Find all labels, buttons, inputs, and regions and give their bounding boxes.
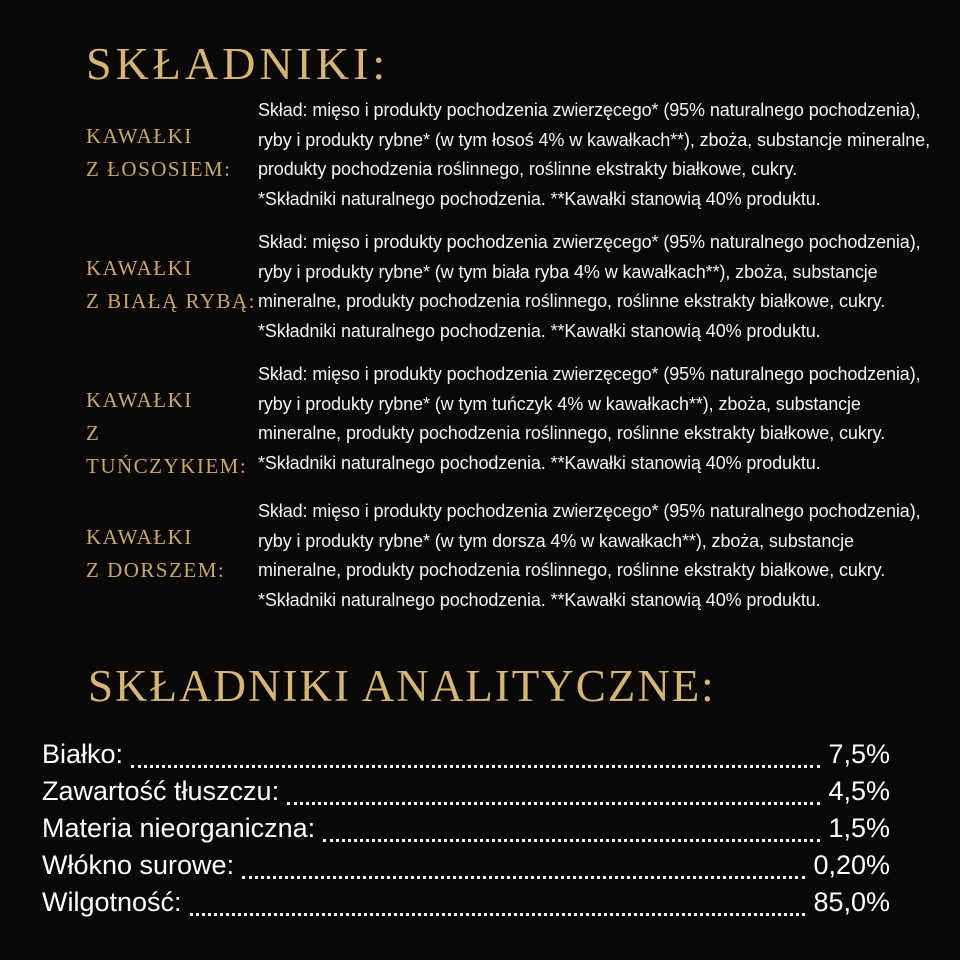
analytical-row-inorganic-matter [42, 813, 890, 850]
analytical-row-fat [42, 776, 890, 813]
ingredient-description [258, 96, 936, 214]
analytical-label: Włókno surowe: [42, 849, 235, 880]
section-tuna [0, 360, 960, 483]
ingredient-text: Skład: mięso i produkty pochodzenia zwierzęcego* (95% naturalnego pochodzenia), ryby i produkty rybne* (w tym dorsza 4% w kawałkach**), zboża, substancje mineralne, produkty pochodzenia roślinnego, roślinne ekstrakty białkowe, cukry. [258, 501, 921, 581]
ingredient-footnote: *Składniki naturalnego pochodzenia. **Kawałki stanowią 40% produktu. [258, 452, 821, 473]
ingredient-footnote: *Składniki naturalnego pochodzenia. **Kawałki stanowią 40% produktu. [258, 188, 821, 209]
variant-label-line2: Z TUŃCZYKIEM: [86, 421, 248, 479]
ingredient-description [258, 360, 936, 483]
dotted-leader [131, 765, 820, 768]
ingredient-description [258, 497, 936, 615]
analytical-title: SKŁADNIKI ANALITYCZNE: [88, 661, 716, 712]
variant-label-line1: KAWAŁKI [86, 124, 193, 149]
ingredient-text: Skład: mięso i produkty pochodzenia zwierzęcego* (95% naturalnego pochodzenia), ryby i produkty rybne* (w tym tuńczyk 4% w kawałkach**), zboża, substancje mineralne, produkty pochodzenia roślinnego, roślinne ekstrakty białkowe, cukry. [258, 364, 921, 444]
variant-label-line1: KAWAŁKI [86, 525, 193, 550]
dotted-leader [323, 839, 820, 842]
analytical-row-moisture [42, 887, 890, 924]
analytical-row-crude-fibre [42, 850, 890, 887]
section-white-fish [0, 228, 960, 346]
dotted-leader [242, 876, 805, 879]
dotted-leader [287, 802, 820, 805]
analytical-row-protein [42, 739, 890, 776]
section-salmon [0, 96, 960, 214]
variant-label-line2: Z DORSZEM: [86, 558, 226, 583]
variant-label-line2: Z BIAŁĄ RYBĄ: [86, 289, 257, 314]
analytical-value: 7,5% [828, 738, 890, 769]
page-title: SKŁADNIKI: [86, 38, 390, 89]
ingredient-description [258, 228, 936, 346]
analytical-label: Wilgotność: [42, 886, 182, 917]
analytical-label: Zawartość tłuszczu: [42, 775, 280, 806]
analytical-constituents-list [42, 739, 890, 924]
analytical-label: Białko: [42, 738, 124, 769]
analytical-value: 0,20% [813, 849, 890, 880]
variant-label-tuna [86, 360, 258, 483]
ingredient-footnote: *Składniki naturalnego pochodzenia. **Kawałki stanowią 40% produktu. [258, 320, 821, 341]
section-cod [0, 497, 960, 615]
analytical-value: 85,0% [813, 886, 890, 917]
analytical-value: 4,5% [828, 775, 890, 806]
ingredient-footnote: *Składniki naturalnego pochodzenia. **Kawałki stanowią 40% produktu. [258, 589, 821, 610]
variant-label-line2: Z ŁOSOSIEM: [86, 157, 232, 182]
variant-label-salmon [86, 96, 258, 214]
dotted-leader [190, 913, 806, 916]
analytical-value: 1,5% [828, 812, 890, 843]
variant-label-cod [86, 497, 258, 615]
ingredient-text: Skład: mięso i produkty pochodzenia zwierzęcego* (95% naturalnego pochodzenia), ryby i produkty rybne* (w tym biała ryba 4% w kawałkach**), zboża, substancje mineralne, produkty pochodzenia roślinnego, roślinne ekstrakty białkowe, cukry. [258, 232, 921, 312]
variant-label-line1: KAWAŁKI [86, 388, 193, 413]
variant-label-white-fish [86, 228, 258, 346]
variant-label-line1: KAWAŁKI [86, 256, 193, 281]
analytical-label: Materia nieorganiczna: [42, 812, 316, 843]
ingredients-sections [0, 96, 960, 615]
ingredient-text: Skład: mięso i produkty pochodzenia zwierzęcego* (95% naturalnego pochodzenia), ryby i produkty rybne* (w tym łosoś 4% w kawałkach**), zboża, substancje mineralne, produkty pochodzenia roślinnego, roślinne ekstrakty białkowe, cukry. [258, 100, 930, 180]
